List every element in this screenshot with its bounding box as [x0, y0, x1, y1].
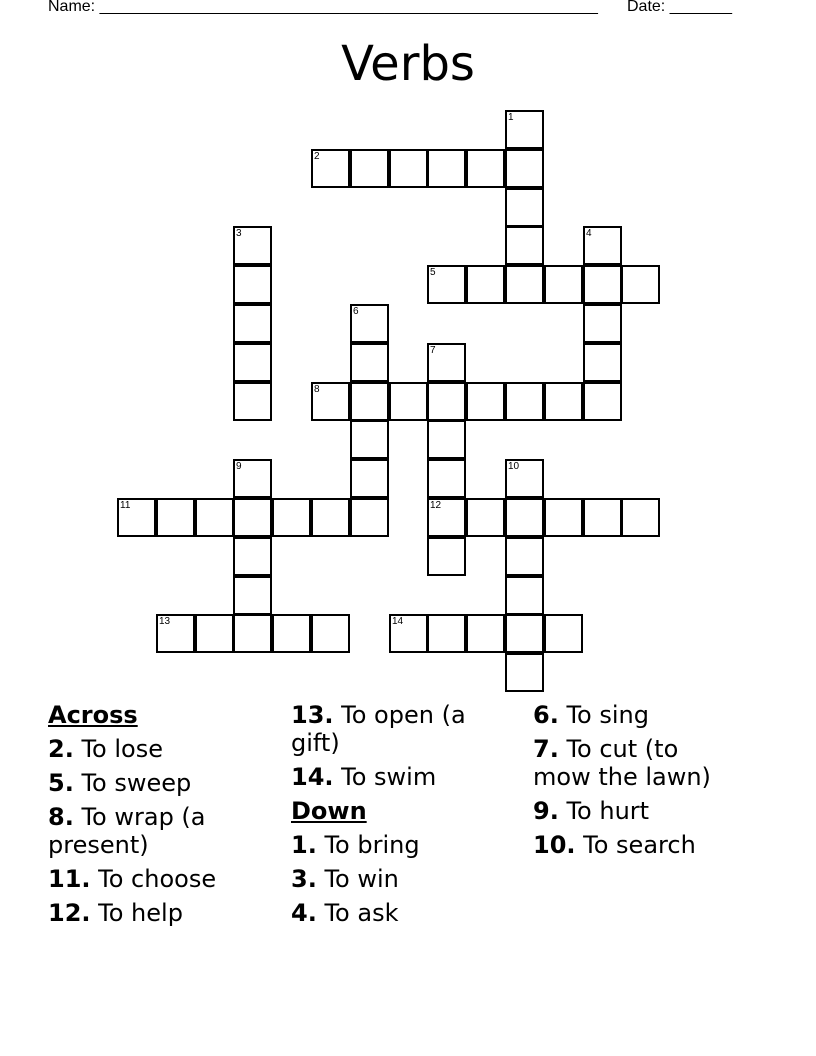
- grid-cell[interactable]: [350, 420, 389, 459]
- clue-down-7: [533, 735, 733, 791]
- grid-cell[interactable]: [311, 614, 350, 653]
- clue-number: 11.: [48, 865, 91, 893]
- grid-cell[interactable]: [505, 110, 544, 149]
- grid-cell[interactable]: [544, 614, 583, 653]
- clue-number-label: 10: [508, 461, 520, 472]
- grid-cell[interactable]: [233, 498, 272, 537]
- clue-across-8: [48, 803, 233, 859]
- clue-column-1: [48, 701, 283, 933]
- grid-cell[interactable]: [505, 498, 544, 537]
- grid-cell[interactable]: [466, 382, 505, 421]
- grid-cell[interactable]: [544, 498, 583, 537]
- grid-cell[interactable]: [233, 343, 272, 382]
- grid-cell[interactable]: [583, 498, 622, 537]
- clue-text: To search: [583, 831, 696, 859]
- grid-cell[interactable]: [156, 498, 195, 537]
- name-field-label: Name: ________________________________________________________: [48, 0, 598, 15]
- grid-cell[interactable]: [544, 265, 583, 304]
- down-heading: Down: [291, 797, 367, 825]
- grid-cell[interactable]: [427, 537, 466, 576]
- grid-cell[interactable]: [233, 459, 272, 498]
- clue-number-label: 7: [430, 345, 436, 356]
- grid-cell[interactable]: [583, 226, 622, 265]
- clue-column-3: [533, 701, 773, 865]
- clue-down-4: [291, 899, 526, 927]
- grid-cell[interactable]: [311, 149, 350, 188]
- grid-cell[interactable]: [195, 498, 234, 537]
- grid-cell[interactable]: [389, 614, 428, 653]
- grid-cell[interactable]: [233, 265, 272, 304]
- grid-cell[interactable]: [621, 498, 660, 537]
- grid-cell[interactable]: [427, 149, 466, 188]
- clue-column-2: [291, 701, 526, 933]
- grid-cell[interactable]: [233, 304, 272, 343]
- grid-cell[interactable]: [389, 382, 428, 421]
- grid-cell[interactable]: [350, 382, 389, 421]
- grid-cell[interactable]: [427, 614, 466, 653]
- clue-number: 6.: [533, 701, 559, 729]
- grid-cell[interactable]: [350, 149, 389, 188]
- grid-cell[interactable]: [427, 343, 466, 382]
- grid-cell[interactable]: [311, 498, 350, 537]
- clue-number: 2.: [48, 735, 74, 763]
- grid-cell[interactable]: [583, 265, 622, 304]
- grid-cell[interactable]: [466, 614, 505, 653]
- grid-cell[interactable]: [350, 459, 389, 498]
- clue-across-12: [48, 899, 283, 927]
- grid-cell[interactable]: [233, 537, 272, 576]
- page-title: Verbs: [341, 36, 475, 92]
- clue-number: 1.: [291, 831, 317, 859]
- grid-cell[interactable]: [233, 614, 272, 653]
- grid-cell[interactable]: [350, 304, 389, 343]
- clue-text: To ask: [324, 899, 399, 927]
- grid-cell[interactable]: [505, 614, 544, 653]
- clue-text: To hurt: [566, 797, 650, 825]
- date-field-label: Date: _______: [627, 0, 732, 15]
- clue-text: To open (a gift): [291, 701, 466, 757]
- clue-text: To cut (to mow the lawn): [533, 735, 711, 791]
- grid-cell[interactable]: [233, 382, 272, 421]
- clue-down-1: [291, 831, 526, 859]
- grid-cell[interactable]: [621, 265, 660, 304]
- grid-cell[interactable]: [350, 343, 389, 382]
- clue-number-label: 1: [508, 112, 514, 123]
- grid-cell[interactable]: [544, 382, 583, 421]
- clue-across-13: [291, 701, 491, 757]
- clue-number: 12.: [48, 899, 91, 927]
- clue-number: 5.: [48, 769, 74, 797]
- grid-cell[interactable]: [466, 265, 505, 304]
- grid-cell[interactable]: [389, 149, 428, 188]
- clue-across-11: [48, 865, 283, 893]
- clue-number-label: 6: [353, 306, 359, 317]
- grid-cell[interactable]: [233, 576, 272, 615]
- clue-number-label: 12: [430, 500, 442, 511]
- clue-number: 7.: [533, 735, 559, 763]
- grid-cell[interactable]: [583, 382, 622, 421]
- clue-across-5: [48, 769, 283, 797]
- clue-text: To lose: [81, 735, 163, 763]
- grid-cell[interactable]: [427, 459, 466, 498]
- clue-down-9: [533, 797, 773, 825]
- grid-cell[interactable]: [466, 498, 505, 537]
- grid-cell[interactable]: [505, 537, 544, 576]
- clue-number-label: 8: [314, 384, 320, 395]
- grid-cell[interactable]: [272, 498, 311, 537]
- grid-cell[interactable]: [233, 226, 272, 265]
- grid-cell[interactable]: [427, 265, 466, 304]
- clue-number-label: 14: [392, 616, 404, 627]
- grid-cell[interactable]: [583, 304, 622, 343]
- grid-cell[interactable]: [505, 459, 544, 498]
- grid-cell[interactable]: [505, 188, 544, 227]
- grid-cell[interactable]: [427, 498, 466, 537]
- grid-cell[interactable]: [505, 226, 544, 265]
- clue-across-2: [48, 735, 283, 763]
- clue-text: To win: [324, 865, 399, 893]
- grid-cell[interactable]: [505, 149, 544, 188]
- clue-number: 14.: [291, 763, 334, 791]
- across-heading: Across: [48, 701, 138, 729]
- grid-cell[interactable]: [427, 382, 466, 421]
- grid-cell[interactable]: [505, 265, 544, 304]
- clue-text: To help: [98, 899, 183, 927]
- clue-number-label: 5: [430, 267, 436, 278]
- clue-number: 13.: [291, 701, 334, 729]
- clue-text: To choose: [98, 865, 217, 893]
- grid-cell[interactable]: [505, 576, 544, 615]
- clue-text: To bring: [324, 831, 420, 859]
- clue-number-label: 9: [236, 461, 242, 472]
- clue-number-label: 4: [586, 228, 592, 239]
- clue-number-label: 2: [314, 151, 320, 162]
- clue-text: To swim: [341, 763, 437, 791]
- grid-cell[interactable]: [427, 420, 466, 459]
- clue-across-14: [291, 763, 526, 791]
- clue-down-6: [533, 701, 773, 729]
- clue-number: 10.: [533, 831, 576, 859]
- clue-down-3: [291, 865, 526, 893]
- grid-cell[interactable]: [505, 382, 544, 421]
- grid-cell[interactable]: [156, 614, 195, 653]
- clue-text: To sweep: [81, 769, 192, 797]
- grid-cell[interactable]: [350, 498, 389, 537]
- clue-number: 9.: [533, 797, 559, 825]
- grid-cell[interactable]: [505, 653, 544, 692]
- clue-number: 8.: [48, 803, 74, 831]
- clue-number: 4.: [291, 899, 317, 927]
- clue-number-label: 13: [159, 616, 171, 627]
- grid-cell[interactable]: [583, 343, 622, 382]
- clue-number: 3.: [291, 865, 317, 893]
- grid-cell[interactable]: [195, 614, 234, 653]
- clue-number-label: 11: [120, 500, 131, 511]
- grid-cell[interactable]: [117, 498, 156, 537]
- grid-cell[interactable]: [311, 382, 350, 421]
- clue-down-10: [533, 831, 773, 859]
- clue-number-label: 3: [236, 228, 242, 239]
- clue-text: To sing: [566, 701, 649, 729]
- clue-text: To wrap (a present): [48, 803, 206, 859]
- grid-cell[interactable]: [466, 149, 505, 188]
- grid-cell[interactable]: [272, 614, 311, 653]
